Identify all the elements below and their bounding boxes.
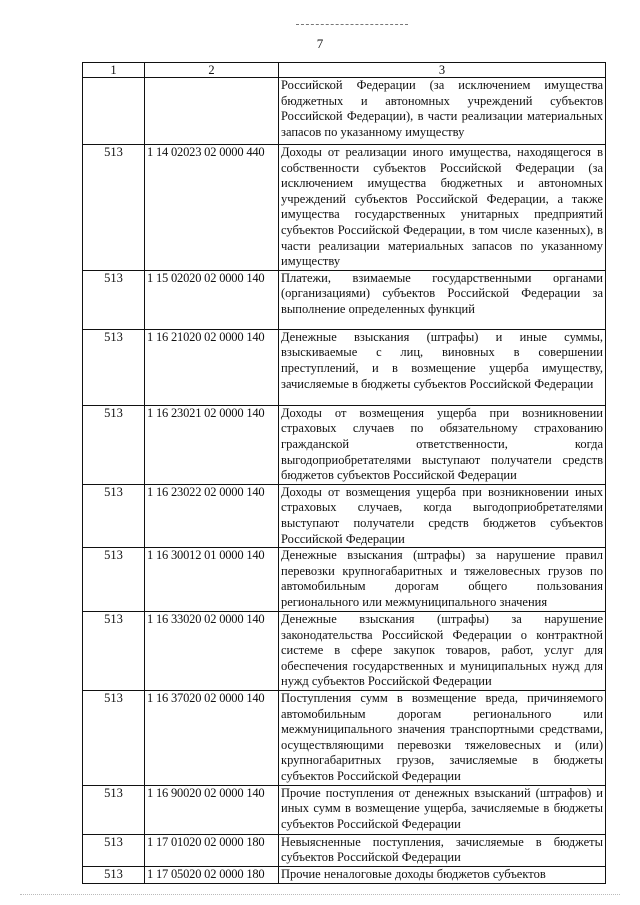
- table-row: [83, 329, 606, 405]
- table-row: [83, 691, 606, 786]
- admin-code-cell: 513: [83, 145, 145, 271]
- admin-code-cell: 513: [83, 691, 145, 786]
- table-row: [83, 484, 606, 547]
- admin-code-cell: 513: [83, 785, 145, 834]
- table-row: [83, 145, 606, 271]
- revenue-code-cell: 1 16 23022 02 0000 140: [145, 484, 279, 547]
- admin-code-cell: 513: [83, 329, 145, 405]
- revenue-description-cell: Денежные взыскания (штрафы) за нарушение правил перевозки крупногабаритных и тяжеловесных грузов по автомобильным дорогам общего пользования регионального или межмуниципального значения: [279, 548, 606, 612]
- revenue-description-cell: Прочие поступления от денежных взысканий (штрафов) и иных сумм в возмещение ущерба, зачисляемые в бюджеты субъектов Российской Федерации: [279, 785, 606, 834]
- revenue-code-cell: 1 16 30012 01 0000 140: [145, 548, 279, 612]
- table-row: [83, 785, 606, 834]
- page-edge-rule: [20, 894, 620, 895]
- revenue-description-cell: Денежные взыскания (штрафы) и иные суммы, взыскиваемые с лиц, виновных в совершении преступлений, и в возмещение ущерба имуществу, зачисляемые в бюджеты субъектов Российской Федерации: [279, 329, 606, 405]
- revenue-description-cell: Денежные взыскания (штрафы) за нарушение законодательства Российской Федерации о контрактной системе в сфере закупок товаров, работ, услуг для обеспечения государственных и муниципальных нужд для нужд субъектов Российской Федерации: [279, 612, 606, 691]
- header-rule: [296, 24, 408, 25]
- revenue-code-cell: 1 16 33020 02 0000 140: [145, 612, 279, 691]
- column-header: 3: [279, 63, 606, 78]
- admin-code-cell: 513: [83, 834, 145, 866]
- admin-code-cell: 513: [83, 548, 145, 612]
- column-header: 2: [145, 63, 279, 78]
- revenue-description-cell: Платежи, взимаемые государственными органами (организациями) субъектов Российской Федерации за выполнение определенных функций: [279, 270, 606, 329]
- revenue-description-cell: Доходы от возмещения ущерба при возникновении страховых случаев по обязательному страхованию гражданской ответственности, когда выгодоприобретателями выступают получатели средств бюджетов субъектов Российской Федерации: [279, 405, 606, 484]
- column-header: 1: [83, 63, 145, 78]
- admin-code-cell: 513: [83, 612, 145, 691]
- table-row: [83, 78, 606, 145]
- revenue-code-cell: 1 16 23021 02 0000 140: [145, 405, 279, 484]
- table-row: [83, 866, 606, 883]
- table-row: [83, 612, 606, 691]
- table-header-row: [83, 63, 606, 78]
- revenue-code-cell: 1 14 02023 02 0000 440: [145, 145, 279, 271]
- admin-code-cell: 513: [83, 484, 145, 547]
- revenue-code-cell: 1 16 37020 02 0000 140: [145, 691, 279, 786]
- admin-code-cell: [83, 78, 145, 145]
- revenue-description-cell: Российской Федерации (за исключением имущества бюджетных и автономных учреждений субъектов Российской Федерации), в части реализации материальных запасов по указанному имуществу: [279, 78, 606, 145]
- revenue-code-cell: 1 17 01020 02 0000 180: [145, 834, 279, 866]
- revenue-description-cell: Доходы от реализации иного имущества, находящегося в собственности субъектов Российской Федерации (за исключением имущества бюджетных и автономных учреждений субъектов Российской Федерации, а также имущества государственных унитарных предприятий субъектов Российской Федерации, в том числе казенных), в части реализации материальных запасов по указанному имуществу: [279, 145, 606, 271]
- table-row: [83, 548, 606, 612]
- revenue-description-cell: Прочие неналоговые доходы бюджетов субъектов: [279, 866, 606, 883]
- revenue-codes-table: [82, 62, 606, 884]
- revenue-code-cell: 1 15 02020 02 0000 140: [145, 270, 279, 329]
- page-number: 7: [316, 36, 324, 51]
- table-row: [83, 834, 606, 866]
- table-row: [83, 270, 606, 329]
- revenue-description-cell: Поступления сумм в возмещение вреда, причиняемого автомобильным дорогам регионального или межмуниципального значения транспортными средствами, осуществляющими перевозки тяжеловесных и (или) крупногабаритных грузов, зачисляемые в бюджеты субъектов Российской Федерации: [279, 691, 606, 786]
- revenue-description-cell: Доходы от возмещения ущерба при возникновении иных страховых случаев, когда выгодоприобретателями выступают получатели средств бюджетов субъектов Российской Федерации: [279, 484, 606, 547]
- revenue-code-cell: 1 17 05020 02 0000 180: [145, 866, 279, 883]
- admin-code-cell: 513: [83, 270, 145, 329]
- table-row: [83, 405, 606, 484]
- revenue-code-cell: 1 16 90020 02 0000 140: [145, 785, 279, 834]
- admin-code-cell: 513: [83, 866, 145, 883]
- revenue-code-cell: [145, 78, 279, 145]
- revenue-description-cell: Невыясненные поступления, зачисляемые в бюджеты субъектов Российской Федерации: [279, 834, 606, 866]
- admin-code-cell: 513: [83, 405, 145, 484]
- revenue-code-cell: 1 16 21020 02 0000 140: [145, 329, 279, 405]
